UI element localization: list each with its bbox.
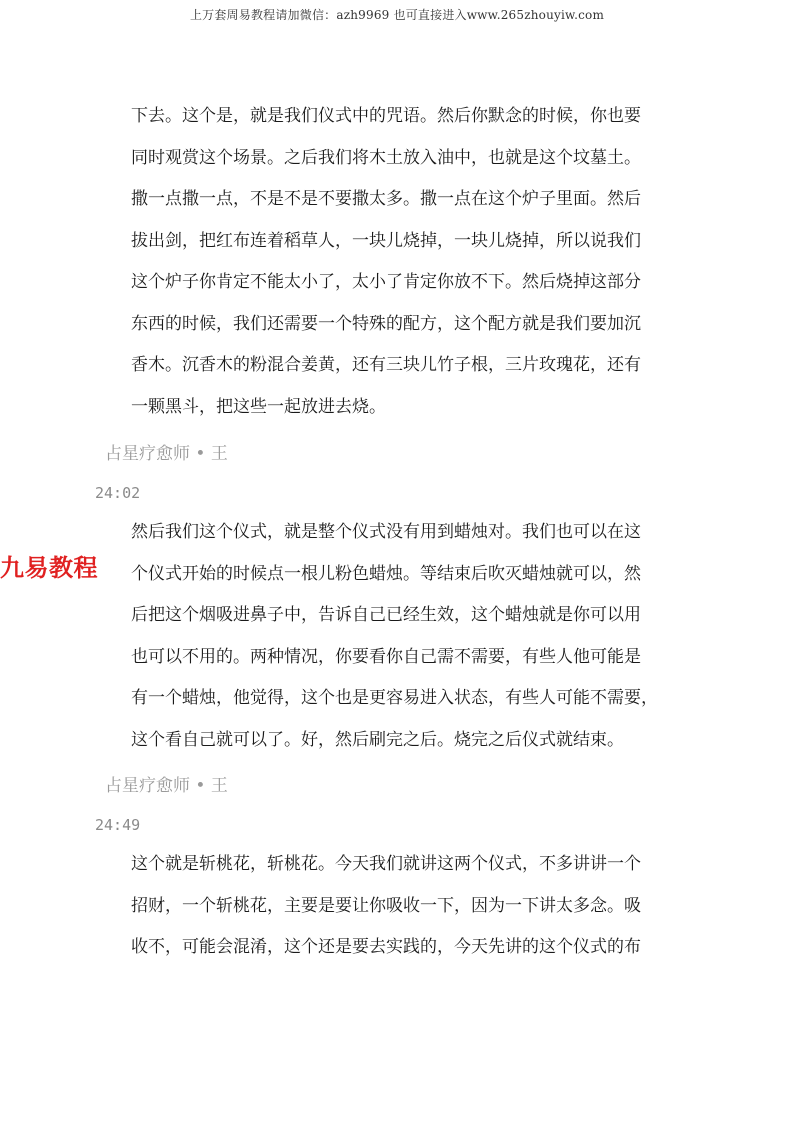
watermark-logo: 九易教程 (0, 554, 98, 582)
transcript-paragraph-1 (131, 96, 706, 428)
text-line: 同时观赏这个场景。之后我们将木土放入油中，也就是这个坟墓土。 (131, 147, 641, 168)
speaker-label: 占星疗愈师 • 王 (105, 776, 228, 796)
text-line: 这个炉子你肯定不能太小了，太小了肯定你放不下。然后烧掉这部分 (131, 272, 641, 292)
text-line: 后把这个烟吸进鼻子中，告诉自己已经生效，这个蜡烛就是你可以用 (131, 605, 641, 625)
text-line: 个仪式开始的时候点一根儿粉色蜡烛。等结束后吹灭蜡烛就可以，然 (131, 563, 641, 584)
speaker-label: 占星疗愈师 • 王 (105, 444, 228, 464)
text-line: 然后我们这个仪式，就是整个仪式没有用到蜡烛对。我们也可以在这 (131, 522, 641, 542)
transcript-paragraph-2 (131, 512, 706, 761)
text-line: 这个看自己就可以了。好，然后刷完之后。烧完之后仪式就结束。 (131, 729, 624, 750)
timestamp: 24:49 (95, 816, 141, 834)
text-line: 拔出剑，把红布连着稻草人，一块儿烧掉，一块儿烧掉，所以说我们 (131, 230, 641, 251)
text-line: 招财，一个斩桃花，主要是要让你吸收一下，因为一下讲太多念。吸 (131, 895, 641, 916)
text-line: 有一个蜡烛，他觉得，这个也是更容易进入状态，有些人可能不需要， (131, 688, 658, 708)
text-line: 一颗黑斗，把这些一起放进去烧。 (131, 396, 386, 417)
text-line: 香木。沉香木的粉混合姜黄，还有三块儿竹子根，三片玫瑰花，还有 (131, 355, 641, 375)
text-line: 东西的时候，我们还需要一个特殊的配方，这个配方就是我们要加沉 (131, 313, 641, 334)
text-line: 下去。这个是，就是我们仪式中的咒语。然后你默念的时候，你也要 (131, 106, 641, 126)
transcript-paragraph-3 (131, 844, 706, 969)
text-line: 收不，可能会混淆，这个还是要去实践的，今天先讲的这个仪式的布 (131, 937, 641, 957)
page-header: 上万套周易教程请加微信：azh9969 也可直接进入www.265zhouyiw.com (189, 8, 605, 22)
text-line: 这个就是斩桃花，斩桃花。今天我们就讲这两个仪式，不多讲讲一个 (131, 854, 641, 874)
timestamp: 24:02 (95, 484, 141, 502)
text-line: 撒一点撒一点，不是不是不要撒太多。撒一点在这个炉子里面。然后 (131, 189, 641, 209)
text-line: 也可以不用的。两种情况，你要看你自己需不需要，有些人他可能是 (131, 646, 641, 667)
